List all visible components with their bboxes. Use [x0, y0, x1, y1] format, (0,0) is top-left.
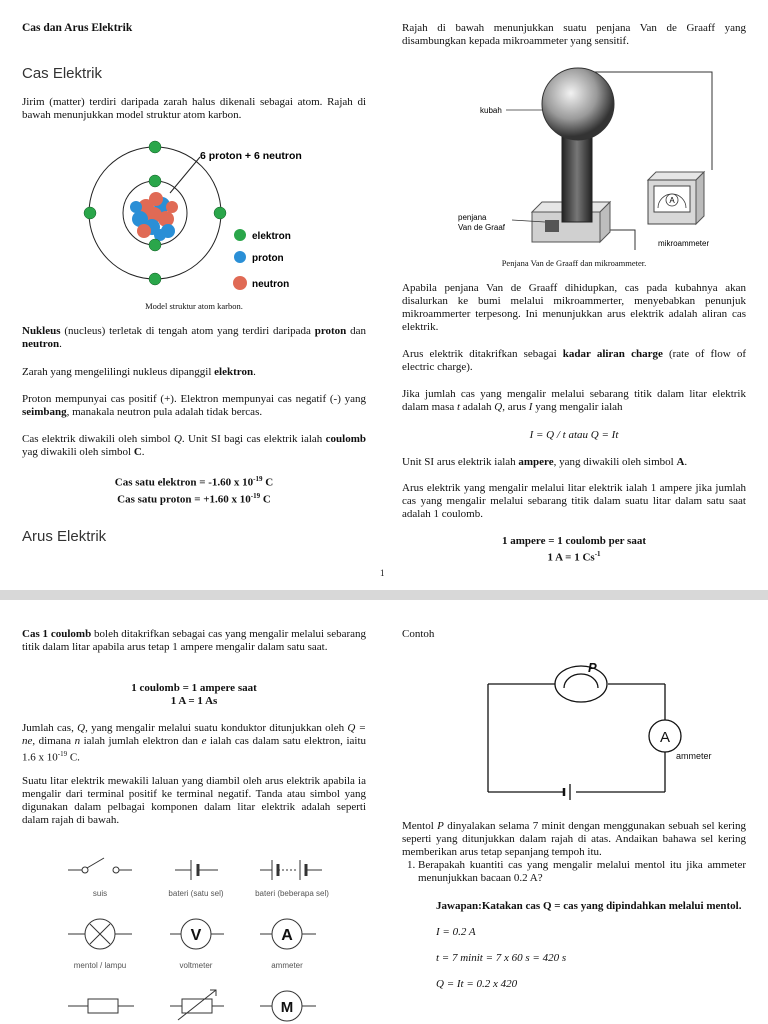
cas-paragraph: Cas elektrik diwakili oleh simbol Q. Unit SI bagi cas elektrik ialah coulomb yag diwakili oleh simbol C. [22, 433, 366, 458]
label-mikroammeter: mikroammeter [658, 239, 710, 248]
vdg-caption: Penjana Van de Graaff dan mikroammeter. [501, 258, 647, 268]
bulb-label-p: P [588, 660, 597, 675]
ampere-paragraph: Arus elektrik yang mengalir melalui litar elektrik ialah 1 ampere jika jumlah cas yang mengalir melalui sebarang titik dalam suatu litar dalam satu saat adalah 1 coulomb. [402, 482, 746, 520]
voltmeter-v: V [190, 927, 202, 944]
meter-symbol: A [669, 196, 675, 205]
ammeter-a: A [281, 927, 293, 944]
nucleus [130, 192, 178, 241]
apabila-paragraph: Apabila penjana Van de Graaff dihidupkan, cas pada kubahnya akan disalurkan ke bumi melalui mikroammerter, menyebabkan penunjuk mikroammerter terpesong. Ini menunjukkan arus elektrik adalah aliran cas elektrik. [402, 282, 746, 333]
label-bateri-satu: bateri (satu sel) [168, 889, 224, 898]
label-voltmeter: voltmeter [179, 961, 213, 970]
label-mentol: mentol / lampu [73, 961, 127, 970]
atom-caption: Model struktur atom karbon. [145, 301, 243, 311]
battery-multi-symbol [260, 860, 322, 880]
example-circuit-diagram [480, 656, 750, 808]
current-formula: I = Q / t atau Q = It [529, 429, 619, 441]
legend-neutron: neutron [252, 279, 290, 290]
legend-elektron: elektron [252, 231, 291, 242]
legend-proton: proton [252, 253, 284, 264]
jika-paragraph: Jika jumlah cas yang mengalir melalui sebarang titik dalam litar elektrik dalam masa t adalah Q, arus I yang mengalir ialah [402, 388, 746, 413]
circuit-ammeter-a: A [659, 729, 671, 746]
page-2 [0, 600, 768, 1024]
label-ammeter: ammeter [271, 961, 303, 970]
equation-1: I = 0.2 A [436, 926, 476, 938]
ampere-definition-1: 1 ampere = 1 coulomb per saat [502, 535, 646, 547]
rheostat-symbol [170, 990, 224, 1020]
circuit-symbols-diagram [60, 856, 350, 1024]
atom-diagram [70, 135, 340, 305]
coulomb-definition-2: 1 A = 1 As [170, 695, 218, 707]
switch-symbol [68, 858, 132, 873]
document-title: Cas dan Arus Elektrik [22, 22, 133, 34]
resistor-symbol [68, 999, 134, 1013]
mentol-paragraph: Mentol P dinyalakan selama 7 minit dengan menggunakan sebuah sel kering seperti yang ditunjukkan dalam rajah di atas. Andaikan bahawa sel kering memberikan arus tetap sepanjang tempoh itu. [402, 820, 746, 858]
van-de-graaff-diagram [450, 62, 740, 254]
zarah-paragraph: Zarah yang mengelilingi nukleus dipanggil elektron. [22, 366, 256, 378]
arus-definition: Arus elektrik ditakrifkan sebagai kadar aliran charge (rate of flow of electric charge). [402, 348, 746, 373]
suatu-paragraph: Suatu litar elektrik mewakili laluan yang diambil oleh arus elektrik apabila ia mengalir dari terminal positif ke terminal negatif. Tanda atau simbol yang digunakan dalam pelbagai komponen dalam litar elektrik adalah seperti dalam rajah di bawah. [22, 775, 366, 826]
kubah-dome [542, 68, 614, 140]
label-bateri-beberapa: bateri (beberapa sel) [255, 889, 329, 898]
lamp-symbol [68, 919, 132, 949]
label-penjana-1: penjana [458, 213, 487, 222]
proton-paragraph: Proton mempunyai cas positif (+). Elektron mempunyai cas negatif (-) yang seimbang, manakala neutron pula adalah tidak bercas. [22, 393, 366, 418]
ampere-definition-2: 1 A = 1 $Cs^{-1}$ [547, 550, 601, 564]
label-suis: suis [92, 889, 108, 898]
atom-top-label: 6 proton + 6 neutron [200, 150, 302, 162]
page-number: 1 [380, 568, 385, 578]
equation-3: Q = It = 0.2 x 420 [436, 978, 518, 990]
charge-proton: Cas satu proton = +1.60 x $10^{-19}$ C [117, 491, 271, 506]
battery-single-symbol [175, 860, 218, 880]
label-kubah: kubah [480, 106, 502, 115]
vdg-intro: Rajah di bawah menunjukkan suatu penjana Van de Graaff yang disambungkan kepada mikroammeter yang sensitif. [402, 22, 746, 47]
label-ammeter-circuit: ammeter [676, 751, 712, 761]
bulb-p [555, 666, 607, 702]
coulomb-definition-1: 1 coulomb = 1 ampere saat [131, 682, 257, 694]
motor-m: M [280, 999, 294, 1016]
page-separator [0, 590, 768, 600]
contoh-label: Contoh [402, 628, 435, 640]
intro-paragraph: Jirim (matter) terdiri daripada zarah halus dikenali sebagai atom. Rajah di bawah menunjukkan model struktur atom karbon. [22, 96, 366, 121]
question-list [402, 859, 746, 885]
jumlah-paragraph: Jumlah cas, Q, yang mengalir melalui suatu konduktor ditunjukkan oleh Q = ne, dimana n ialah jumlah elektron dan e ialah cas dalam satu elektron, iaitu 1.6 x $10^{-19}$ C. [22, 722, 366, 764]
label-penjana-2: Van de Graaf [458, 223, 505, 232]
heading-cas-elektrik: Cas Elektrik [22, 65, 103, 82]
unit-paragraph: Unit SI arus elektrik ialah ampere, yang diwakili oleh simbol A. [402, 456, 688, 468]
nukleus-paragraph: Nukleus (nucleus) terletak di tengah atom yang terdiri daripada proton dan neutron. [22, 325, 367, 350]
cas1-paragraph: Cas 1 coulomb boleh ditakrifkan sebagai cas yang mengalir melalui sebarang titik dalam litar apabila arus tetap 1 ampere mengalir dalam satu saat. [22, 628, 367, 653]
question-1: 1. Berapakah kuantiti cas yang mengalir melalui mentol itu jika ammeter menunjukkan bacaan 0.2 A? [418, 859, 746, 884]
answer-line: Jawapan:Katakan cas Q = cas yang dipindahkan melalui mentol. [436, 900, 742, 912]
heading-arus-elektrik: Arus Elektrik [22, 528, 107, 545]
equation-2: t = 7 minit = 7 x 60 s = 420 s [436, 952, 567, 964]
charge-electron: Cas satu elektron = -1.60 x $10^{-19}$ C [114, 475, 274, 489]
